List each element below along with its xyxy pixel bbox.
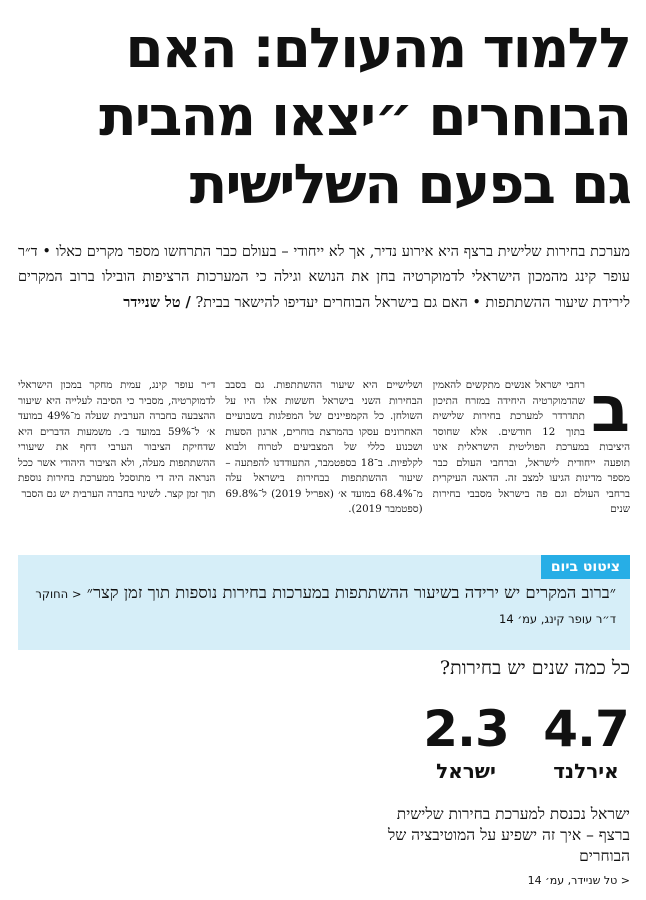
stat-ireland — [536, 700, 636, 784]
stat-value: 4.7 — [543, 700, 629, 758]
stat-label: ישראל — [436, 759, 496, 783]
article-body — [18, 378, 630, 553]
headline-line-2: הבוחרים ״יצאו מהבית — [99, 84, 630, 148]
quote-body — [28, 581, 616, 631]
headline — [14, 14, 630, 218]
subtitle-text: מערכת בחירות שלישית ברצף היא אירוע נדיר, אך לא ייחודי – בעולם כבר התרחשו מספר מקרים כאלו • ד״ר עופר קינג מהמכון הישראלי לדמוקרטיה בחן את הנושא וגילה כי המערכות הרציפות הובילו ברוב המקרים לירידת שיעור ההשתתפות • האם גם בישראל הבוחרים יעדיפו להישאר בבית? — [18, 244, 630, 311]
article-subtitle — [18, 240, 630, 316]
headline-line-1: ללמוד מהעולם: האם — [125, 16, 630, 80]
stat-value: 2.3 — [423, 700, 509, 758]
stat-israel — [416, 700, 516, 784]
stats-title: כל כמה שנים יש בחירות? — [439, 657, 630, 679]
drop-cap: ב — [590, 378, 630, 447]
headline-line-3: גם בפעם השלישית — [189, 152, 630, 216]
quote-of-the-day-box — [18, 555, 630, 650]
stat-label: אירלנד — [553, 759, 619, 783]
teaser-reference: < טל שניידר, עמ׳ 14 — [527, 874, 630, 887]
body-column-1 — [433, 378, 630, 553]
body-column-3: ד״ר עופר קינג, עמית מחקר במכון הישראלי לדמוקרטיה, מסביר כי הסיבה לעלייה היא שיעור ההצבעה בחברה הערבית שעלה מ־49% במועד א׳ ל־59% במועד ב׳. משמעות הדברים היא שדחיקת הציבור הערבי דחף את שיעורי ההשתתפות מעלה, ולא הציבור היהודי אשר ככל הנראה היה די מתוסכל ממערכת בחירות נוספת תוך זמן קצר. לשינוי בחברה הערבית יש גם הסבר — [18, 379, 216, 500]
quote-reference: < החוקר ד״ר עופר קינג, עמ׳ 14 — [35, 587, 616, 626]
quote-label: ציטוט ביום — [541, 555, 630, 579]
body-column-2: ושלישיים היא שיעור ההשתתפות. גם בסבב הבחירות השני בישראל חששות אלו היו על השולחן. כל הקמפיינים של המפלגות בשבועיים האחרונים עסקו בהמרצת בוחרים, ארגון הסעות ושכנוע כללי של המצביעים לטרוח ולבוא לקלפיות. ב־18 בספטמבר, התעודדנו להפתעה – שיעור ההשתתפות בבחירות בישראל עלה מ־68.4% במועד א׳ (אפריל 2019) ל־69.8% (ספטמבר 2019). — [225, 379, 423, 515]
teaser-text: ישראל נכנסת למערכת בחירות שלישית ברצף – איך זה ישפיע על המוטיבציה של הבוחרים — [388, 805, 630, 865]
quote-text: ״ברוב המקרים יש ירידה בשיעור ההשתתפות במערכות בחירות נוספות תוך זמן קצר״ — [86, 583, 616, 602]
byline: / טל שניידר — [123, 294, 191, 311]
body-column-1-text: רחבי ישראל אנשים מתקשים להאמין שהדמוקרטיה היחידה במזרח התיכון תתדרדר למערכת בחירות שלישית בתוך 12 חודשים. אלא שחוסר היציבות במערכת הפוליטית הישראלית אינו תופעה ייחודית לישראל, וברחבי העולם כבר מספר מדינות הגיעו למצב זה. הדאגה העיקרית ברחבי העולם וגם פה בישראל מסבבי בחירות שנים — [432, 379, 630, 515]
